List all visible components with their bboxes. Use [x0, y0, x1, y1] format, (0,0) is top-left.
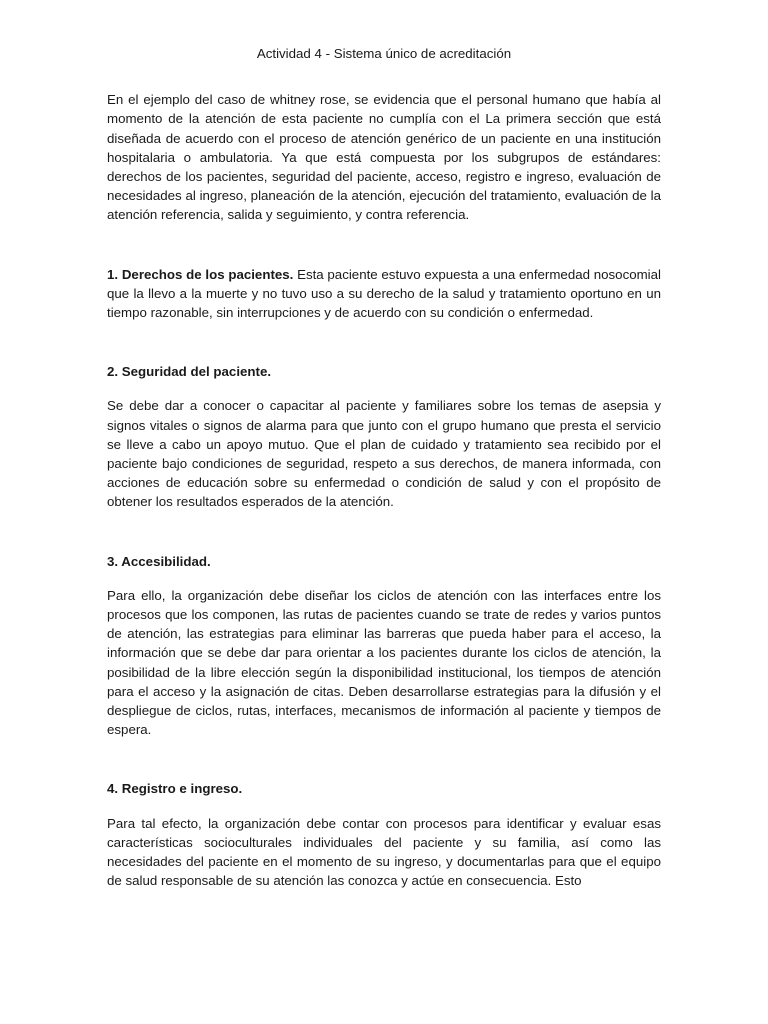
section-registro-heading: 4. Registro e ingreso. [107, 781, 243, 797]
document-title: Actividad 4 - Sistema único de acreditación [256, 46, 512, 61]
document-page [107, 44, 661, 891]
section-accesibilidad-heading: 3. Accesibilidad. [107, 553, 211, 569]
section-registro-body: Para tal efecto, la organización debe contar con procesos para identificar y evaluar esas características socioculturales individuales del paciente y su familia, así como las necesidades del paciente en el momento de su ingreso, y documentarlas para que el equipo de salud responsable de su atención las conozca y actúe en consecuencia. Esto [107, 815, 661, 889]
intro-paragraph: En el ejemplo del caso de whitney rose, se evidencia que el personal humano que había al momento de la atención de esta paciente no cumplía con el La primera sección que está diseñada de acuerdo con el proceso de atención genérico de un paciente en una institución hospitalaria o ambulatoria. Ya que está compuesta por los subgrupos de estándares: derechos de los pacientes, seguridad del paciente, acceso, registro e ingreso, evaluación de necesidades al ingreso, planeación de la atención, ejecución del tratamiento, evaluación de la atención referencia, salida y seguimiento, y contra referencia. [107, 92, 661, 223]
section-accesibilidad-body: Para ello, la organización debe diseñar los ciclos de atención con las interfaces entre los procesos que los componen, las rutas de pacientes cuando se trate de redes y varios puntos de atención, las estrategias para eliminar las barreras que pueda haber para el acceso, la información que se debe dar para orientar a los pacientes durante los ciclos de atención, la posibilidad de la libre elección según la disponibilidad institucional, los tiempos de atención para el acceso y la asignación de citas. Deben desarrollarse estrategias para la difusión y el despliegue de ciclos, rutas, interfaces, mecanismos de información al paciente y tiempos de espera. [107, 587, 661, 738]
section-derechos [107, 265, 661, 323]
section-derechos-heading: 1. Derechos de los pacientes. [107, 266, 294, 282]
section-seguridad-heading: 2. Seguridad del paciente. [107, 364, 272, 380]
section-seguridad-body: Se debe dar a conocer o capacitar al paciente y familiares sobre los temas de asepsia y signos vitales o signos de alarma para que junto con el grupo humano que presta el servicio se lleve a cabo un apoyo mutuo. Que el plan de cuidado y tratamiento sea recibido por el paciente bajo condiciones de seguridad, respeto a sus derechos, de manera informada, con acciones de educación sobre su enfermedad o condición de salud y con el propósito de obtener los resultados esperados de la atención. [107, 398, 661, 510]
section-derechos-body: Esta paciente estuvo expuesta a una enfermedad nosocomial que la llevo a la muerte y no tuvo uso a su derecho de la salud y tratamiento oportuno en un tiempo razonable, sin interrupciones y de acuerdo con su condición o enfermedad. [107, 266, 661, 321]
